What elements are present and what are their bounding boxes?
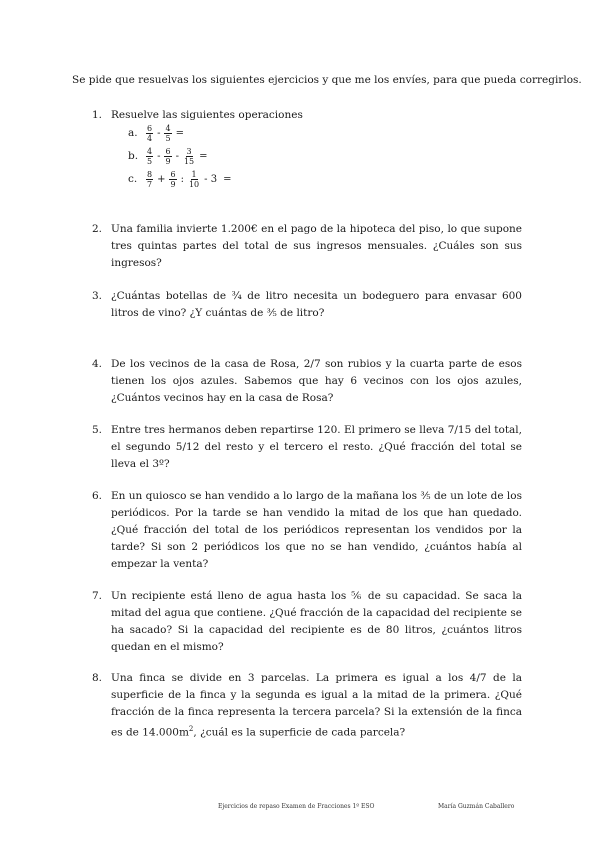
fraction: $\frac{8}{7}$	[147, 169, 153, 189]
footer-left: Ejercicios de repaso Examen de Fracciones 1º ESO	[218, 803, 375, 810]
exercise-4	[92, 356, 522, 407]
exercise-number: 7.	[92, 590, 103, 602]
operation-label: b.	[128, 150, 139, 162]
equals-sign: =	[223, 173, 232, 185]
fraction: $\frac{4}{5}$	[165, 123, 171, 143]
exercise-text: Una finca se divide en 3 parcelas. La primera es igual a los 4/7 de la superficie de la finca y la segunda es igual a la mitad de la primera. ¿Qué fracción de la finca representa la tercera parcela? Si la extensión de la finca es de $14.000m^2$, ¿cuál es la superficie de cada parcela?	[111, 672, 522, 739]
equals-sign: =	[175, 127, 184, 139]
fraction: $\frac{6}{9}$	[170, 169, 176, 189]
fraction: $\frac{1}{10}$	[188, 169, 200, 189]
exercise-text: Una familia invierte 1.200€ en el pago de la hipoteca del piso, lo que supone tres quintas partes del total de sus ingresos mensuales. ¿Cuáles son sus ingresos?	[111, 223, 522, 269]
operator: -	[175, 150, 179, 162]
fraction: $\frac{3}{15}$	[183, 146, 195, 166]
exercise-2	[92, 221, 522, 272]
operation-label: c.	[128, 173, 138, 185]
exercise-text: En un quiosco se han vendido a lo largo de la mañana los ⅗ de un lote de los periódicos. Por la tarde se han vendido la mitad de los que han quedado. ¿Qué fracción del total de los periódicos representan los vendidos por la tarde? Si son 2 periódicos los que no se han vendido, ¿cuántos había al empezar la venta?	[111, 490, 522, 570]
operator: :	[180, 173, 184, 185]
exercise-number: 4.	[92, 358, 103, 370]
exercise-6	[92, 488, 522, 573]
exercise-8	[92, 670, 522, 742]
exercise-text: Resuelve las siguientes operaciones	[111, 109, 303, 121]
exercise-text: Entre tres hermanos deben repartirse 120. El primero se lleva 7/15 del total, el segundo 5/12 del resto y el tercero el resto. ¿Qué fracción del total se lleva el 3º?	[111, 424, 522, 470]
exercise-number: 1.	[92, 109, 103, 121]
exercise-text: Un recipiente está lleno de agua hasta los ⅚ de su capacidad. Se saca la mitad del agua que contiene. ¿Qué fracción de la capacidad del recipiente se ha sacado? Si la capacidad del recipiente es de 80 litros, ¿cuántos litros quedan en el mismo?	[111, 590, 522, 653]
operation-c	[128, 166, 234, 192]
operation-label: a.	[128, 127, 138, 139]
superscript: 2	[188, 725, 194, 733]
exercise-text: ¿Cuántas botellas de ¾ de litro necesita un bodeguero para envasar 600 litros de vino? ¿Y cuántas de ⅗ de litro?	[111, 290, 522, 319]
exercise-number: 2.	[92, 223, 103, 235]
equals-sign: =	[199, 150, 208, 162]
exercise-number: 6.	[92, 490, 103, 502]
footer-right: María Guzmán Caballero	[438, 803, 515, 810]
exercise-number: 5.	[92, 424, 103, 436]
operator: -	[157, 150, 161, 162]
fraction: $\frac{6}{4}$	[147, 123, 153, 143]
exercise-number: 8.	[92, 672, 103, 684]
intro-text: Se pide que resuelvas los siguientes ejercicios y que me los envíes, para que pueda corregirlos.	[72, 74, 582, 86]
exercise-7	[92, 588, 522, 656]
operator: -	[157, 127, 161, 139]
fraction: $\frac{6}{9}$	[165, 146, 171, 166]
exercise-number: 3.	[92, 290, 103, 302]
fraction: $\frac{4}{5}$	[147, 146, 153, 166]
exercise-5	[92, 422, 522, 473]
operator: +	[157, 173, 166, 185]
operator: - 3	[204, 173, 218, 185]
exercise-3	[92, 288, 522, 322]
exercise-text: De los vecinos de la casa de Rosa, 2/7 son rubios y la cuarta parte de esos tienen los ojos azules. Sabemos que hay 6 vecinos con los ojos azules, ¿Cuántos vecinos hay en la casa de Rosa?	[111, 358, 522, 404]
